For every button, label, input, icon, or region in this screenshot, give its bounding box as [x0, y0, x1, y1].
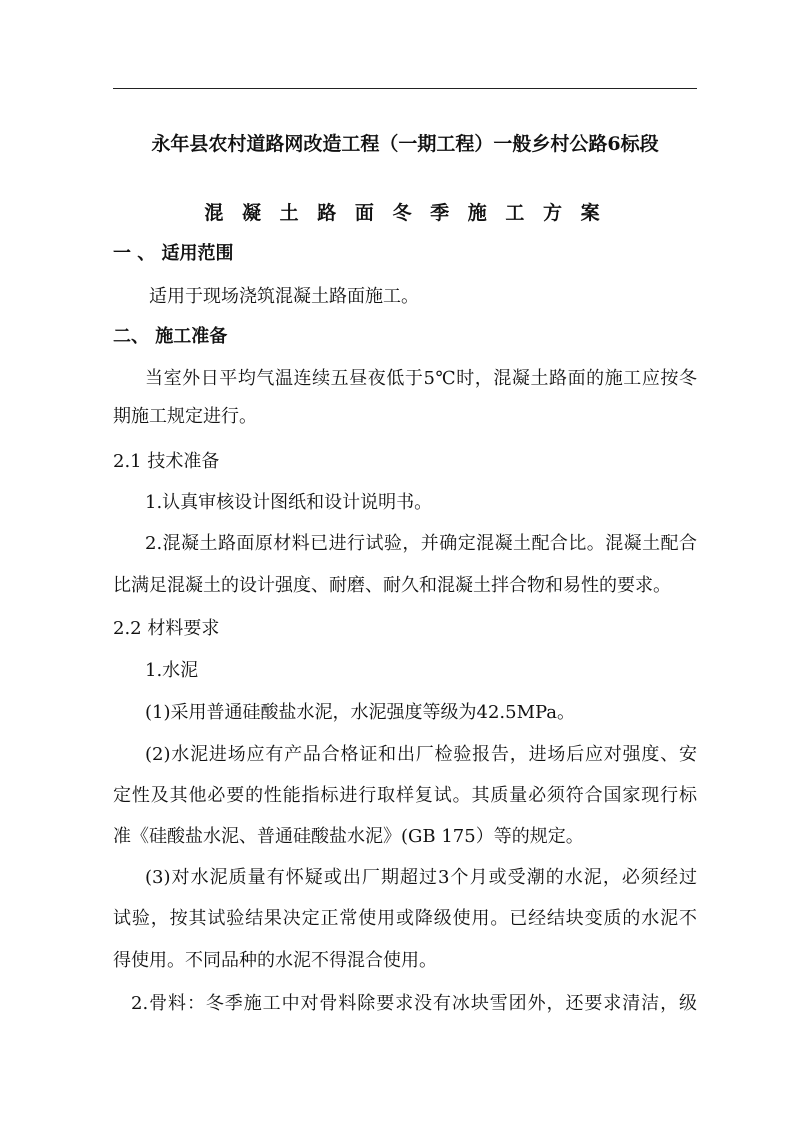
- cement-requirement-3-line-1: (3)对水泥质量有怀疑或出厂期超过3个月或受潮的水泥，必须经过: [145, 867, 697, 888]
- subsection-2-1-heading: 2.1 技术准备: [113, 451, 220, 472]
- subsection-2-2-heading: 2.2 材料要求: [113, 618, 220, 639]
- subsection-2-1-item-2-line-1: 2.混凝土路面原材料已进行试验，并确定混凝土配合比。混凝土配合: [145, 533, 697, 554]
- document-title: 永年县农村道路网改造工程（一期工程）一般乡村公路6标段: [151, 133, 659, 155]
- section-2-paragraph-line-2: 期施工规定进行。: [113, 406, 257, 427]
- section-1-heading: 一 、 适用范围: [113, 243, 234, 264]
- cement-requirement-2-line-3: 准《硅酸盐水泥、普通硅酸盐水泥》(GB 175）等的规定。: [113, 826, 584, 847]
- subsection-2-1-item-1: 1.认真审核设计图纸和设计说明书。: [145, 492, 433, 513]
- cement-requirement-2-line-1: (2)水泥进场应有产品合格证和出厂检验报告，进场后应对强度、安: [145, 744, 697, 765]
- cement-requirement-3-line-3: 得使用。不同品种的水泥不得混合使用。: [113, 950, 437, 971]
- section-2-paragraph-line-1: 当室外日平均气温连续五昼夜低于5℃时，混凝土路面的施工应按冬: [145, 368, 697, 389]
- section-2-heading: 二、 施工准备: [113, 326, 228, 347]
- cement-requirement-2-line-2: 定性及其他必要的性能指标进行取样复试。其质量必须符合国家现行标: [113, 785, 697, 806]
- header-rule: [113, 88, 697, 89]
- section-1-paragraph: 适用于现场浇筑混凝土路面施工。: [149, 286, 419, 307]
- subsection-2-1-item-2-line-2: 比满足混凝土的设计强度、耐磨、耐久和混凝土拌合物和易性的要求。: [113, 575, 671, 596]
- aggregate-requirement-line-1: 2.骨料：冬季施工中对骨料除要求没有冰块雪团外，还要求清洁，级: [131, 993, 697, 1014]
- cement-requirement-3-line-2: 试验，按其试验结果决定正常使用或降级使用。已经结块变质的水泥不: [113, 908, 697, 929]
- cement-requirement-1: (1)采用普通硅酸盐水泥，水泥强度等级为42.5MPa。: [145, 702, 576, 723]
- subsection-2-2-item-1: 1.水泥: [145, 660, 199, 681]
- document-subtitle: 混 凝 土 路 面 冬 季 施 工 方 案: [204, 202, 606, 224]
